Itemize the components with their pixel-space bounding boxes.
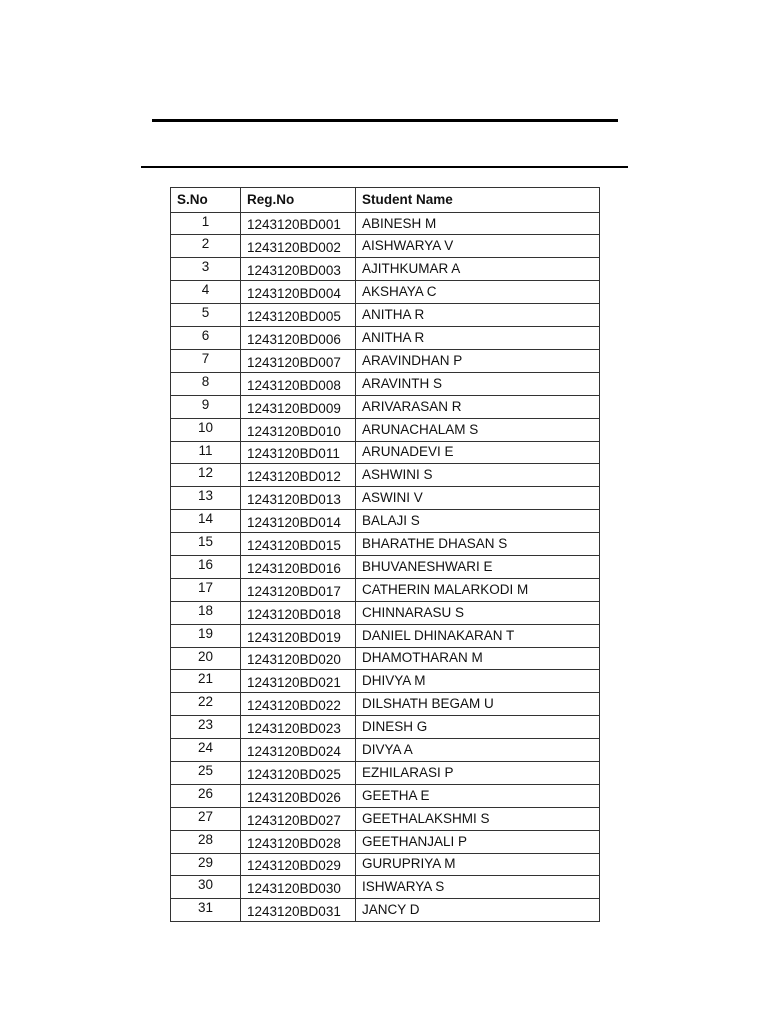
student-name-cell: ASHWINI S (356, 464, 600, 487)
table-row (171, 533, 600, 556)
reg-no-cell: 1243120BD023 (241, 716, 356, 739)
reg-no-cell: 1243120BD025 (241, 761, 356, 784)
student-name-cell: ANITHA R (356, 327, 600, 350)
reg-no-cell: 1243120BD006 (241, 327, 356, 350)
table-row (171, 372, 600, 395)
reg-no-cell: 1243120BD004 (241, 281, 356, 304)
student-name-cell: DHAMOTHARAN M (356, 647, 600, 670)
sno-cell: 22 (171, 693, 241, 716)
student-name-cell: CHINNARASU S (356, 601, 600, 624)
sno-cell: 30 (171, 876, 241, 899)
sno-cell: 21 (171, 670, 241, 693)
sno-cell: 26 (171, 784, 241, 807)
table-row (171, 441, 600, 464)
student-name-cell: ASWINI V (356, 487, 600, 510)
student-name-cell: BHARATHE DHASAN S (356, 533, 600, 556)
top-rule (152, 119, 618, 122)
reg-no-cell: 1243120BD013 (241, 487, 356, 510)
table-body (171, 212, 600, 922)
table-row (171, 899, 600, 922)
reg-no-cell: 1243120BD028 (241, 830, 356, 853)
reg-no-cell: 1243120BD012 (241, 464, 356, 487)
reg-no-cell: 1243120BD008 (241, 372, 356, 395)
sno-cell: 3 (171, 258, 241, 281)
table-row (171, 784, 600, 807)
student-name-cell: ARUNACHALAM S (356, 418, 600, 441)
sno-cell: 31 (171, 899, 241, 922)
student-name-cell: ARAVINDHAN P (356, 349, 600, 372)
table-row (171, 212, 600, 235)
student-name-cell: ARUNADEVI E (356, 441, 600, 464)
sno-cell: 8 (171, 372, 241, 395)
header-reg-no: Reg.No (241, 188, 356, 213)
table-row (171, 739, 600, 762)
reg-no-cell: 1243120BD016 (241, 555, 356, 578)
table-row (171, 487, 600, 510)
header-sno: S.No (171, 188, 241, 213)
reg-no-cell: 1243120BD005 (241, 304, 356, 327)
student-name-cell: GEETHANJALI P (356, 830, 600, 853)
table-row (171, 876, 600, 899)
student-name-cell: BALAJI S (356, 510, 600, 533)
sno-cell: 7 (171, 349, 241, 372)
sno-cell: 20 (171, 647, 241, 670)
table-row (171, 510, 600, 533)
bottom-rule (141, 166, 628, 168)
table-row (171, 716, 600, 739)
sno-cell: 24 (171, 739, 241, 762)
table-row (171, 281, 600, 304)
sno-cell: 11 (171, 441, 241, 464)
table-row (171, 555, 600, 578)
student-name-cell: DHIVYA M (356, 670, 600, 693)
student-name-cell: DILSHATH BEGAM U (356, 693, 600, 716)
table-row (171, 418, 600, 441)
table-row (171, 349, 600, 372)
student-name-cell: AJITHKUMAR A (356, 258, 600, 281)
reg-no-cell: 1243120BD017 (241, 578, 356, 601)
student-list-table (170, 187, 600, 922)
table-row (171, 693, 600, 716)
table-row (171, 853, 600, 876)
table-row (171, 601, 600, 624)
table-row (171, 464, 600, 487)
sno-cell: 5 (171, 304, 241, 327)
table-row (171, 578, 600, 601)
table-row (171, 761, 600, 784)
table-row (171, 304, 600, 327)
header-student-name: Student Name (356, 188, 600, 213)
table-row (171, 327, 600, 350)
table-row (171, 830, 600, 853)
student-name-cell: JANCY D (356, 899, 600, 922)
reg-no-cell: 1243120BD014 (241, 510, 356, 533)
student-name-cell: BHUVANESHWARI E (356, 555, 600, 578)
sno-cell: 2 (171, 235, 241, 258)
sno-cell: 6 (171, 327, 241, 350)
student-name-cell: CATHERIN MALARKODI M (356, 578, 600, 601)
table-row (171, 647, 600, 670)
reg-no-cell: 1243120BD010 (241, 418, 356, 441)
student-name-cell: ABINESH M (356, 212, 600, 235)
student-name-cell: ISHWARYA S (356, 876, 600, 899)
student-name-cell: ARAVINTH S (356, 372, 600, 395)
student-name-cell: DIVYA A (356, 739, 600, 762)
sno-cell: 28 (171, 830, 241, 853)
table-row (171, 395, 600, 418)
sno-cell: 12 (171, 464, 241, 487)
reg-no-cell: 1243120BD024 (241, 739, 356, 762)
reg-no-cell: 1243120BD002 (241, 235, 356, 258)
sno-cell: 23 (171, 716, 241, 739)
student-name-cell: AKSHAYA C (356, 281, 600, 304)
student-name-cell: GURUPRIYA M (356, 853, 600, 876)
reg-no-cell: 1243120BD020 (241, 647, 356, 670)
reg-no-cell: 1243120BD029 (241, 853, 356, 876)
reg-no-cell: 1243120BD022 (241, 693, 356, 716)
student-name-cell: EZHILARASI P (356, 761, 600, 784)
reg-no-cell: 1243120BD021 (241, 670, 356, 693)
reg-no-cell: 1243120BD007 (241, 349, 356, 372)
sno-cell: 18 (171, 601, 241, 624)
sno-cell: 16 (171, 555, 241, 578)
table-row (171, 258, 600, 281)
reg-no-cell: 1243120BD031 (241, 899, 356, 922)
sno-cell: 14 (171, 510, 241, 533)
reg-no-cell: 1243120BD019 (241, 624, 356, 647)
sno-cell: 19 (171, 624, 241, 647)
reg-no-cell: 1243120BD003 (241, 258, 356, 281)
table-row (171, 235, 600, 258)
sno-cell: 25 (171, 761, 241, 784)
student-name-cell: ANITHA R (356, 304, 600, 327)
student-name-cell: GEETHALAKSHMI S (356, 807, 600, 830)
table-row (171, 624, 600, 647)
sno-cell: 17 (171, 578, 241, 601)
reg-no-cell: 1243120BD030 (241, 876, 356, 899)
sno-cell: 29 (171, 853, 241, 876)
reg-no-cell: 1243120BD001 (241, 212, 356, 235)
sno-cell: 27 (171, 807, 241, 830)
student-name-cell: ARIVARASAN R (356, 395, 600, 418)
student-name-cell: GEETHA E (356, 784, 600, 807)
sno-cell: 13 (171, 487, 241, 510)
sno-cell: 15 (171, 533, 241, 556)
student-name-cell: AISHWARYA V (356, 235, 600, 258)
student-name-cell: DANIEL DHINAKARAN T (356, 624, 600, 647)
sno-cell: 9 (171, 395, 241, 418)
sno-cell: 10 (171, 418, 241, 441)
student-name-cell: DINESH G (356, 716, 600, 739)
sno-cell: 4 (171, 281, 241, 304)
table-row (171, 807, 600, 830)
reg-no-cell: 1243120BD015 (241, 533, 356, 556)
reg-no-cell: 1243120BD018 (241, 601, 356, 624)
reg-no-cell: 1243120BD026 (241, 784, 356, 807)
reg-no-cell: 1243120BD027 (241, 807, 356, 830)
reg-no-cell: 1243120BD009 (241, 395, 356, 418)
table-row (171, 670, 600, 693)
sno-cell: 1 (171, 212, 241, 235)
reg-no-cell: 1243120BD011 (241, 441, 356, 464)
table-header-row (171, 188, 600, 213)
